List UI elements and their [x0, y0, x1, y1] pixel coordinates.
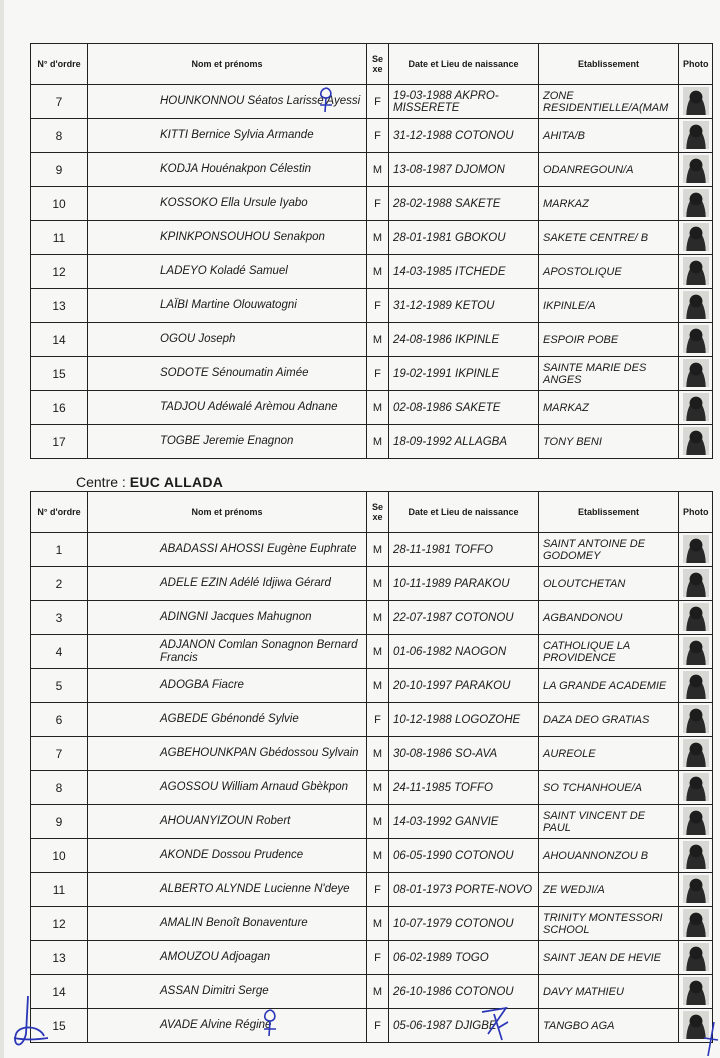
candidate-sex: F: [367, 289, 389, 323]
candidate-sex: F: [367, 703, 389, 737]
candidates-table-1: [30, 43, 713, 459]
candidate-school: CATHOLIQUE LA PROVIDENCE: [539, 635, 679, 669]
candidate-sex: F: [367, 1009, 389, 1043]
candidate-school: LA GRANDE ACADEMIE: [539, 669, 679, 703]
candidate-name: KPINKPONSOUHOU Senakpon: [88, 221, 367, 255]
candidate-photo: [679, 771, 713, 805]
candidate-photo: [679, 425, 713, 459]
candidate-sex: M: [367, 567, 389, 601]
candidate-school: SAINT VINCENT DE PAUL: [539, 805, 679, 839]
table-row: [31, 805, 713, 839]
birth-date-place: 14-03-1992 GANVIE: [389, 805, 539, 839]
portrait-photo-icon: [683, 603, 709, 631]
candidate-photo: [679, 669, 713, 703]
table-row: [31, 289, 713, 323]
row-number: 4: [31, 635, 88, 669]
candidate-photo: [679, 873, 713, 907]
candidate-sex: M: [367, 907, 389, 941]
row-number: 15: [31, 1009, 88, 1043]
table-header-row: [31, 44, 713, 85]
candidate-photo: [679, 119, 713, 153]
table-row: [31, 425, 713, 459]
birth-date-place: 13-08-1987 DJOMON: [389, 153, 539, 187]
header-num: N° d'ordre: [31, 44, 88, 85]
header-name: Nom et prénoms: [88, 492, 367, 533]
candidate-photo: [679, 1009, 713, 1043]
birth-date-place: 26-10-1986 COTONOU: [389, 975, 539, 1009]
candidate-photo: [679, 221, 713, 255]
portrait-photo-icon: [683, 671, 709, 699]
candidate-sex: M: [367, 391, 389, 425]
header-sex: Se xe: [367, 44, 389, 85]
candidate-name: ASSAN Dimitri Serge: [88, 975, 367, 1009]
header-birth: Date et Lieu de naissance: [389, 44, 539, 85]
portrait-photo-icon: [683, 875, 709, 903]
table-row: [31, 357, 713, 391]
candidate-photo: [679, 703, 713, 737]
candidate-photo: [679, 153, 713, 187]
candidate-name: AVADE Alvine Régine: [88, 1009, 367, 1043]
table-row: [31, 703, 713, 737]
row-number: 16: [31, 391, 88, 425]
row-number: 12: [31, 255, 88, 289]
table-row: [31, 975, 713, 1009]
portrait-photo-icon: [683, 257, 709, 285]
candidate-photo: [679, 805, 713, 839]
candidate-name: AGOSSOU William Arnaud Gbèkpon: [88, 771, 367, 805]
row-number: 8: [31, 771, 88, 805]
table-header-row: [31, 492, 713, 533]
row-number: 11: [31, 221, 88, 255]
candidate-sex: M: [367, 839, 389, 873]
row-number: 7: [31, 85, 88, 119]
portrait-photo-icon: [683, 325, 709, 353]
candidate-school: ZONE RESIDENTIELLE/A(MAM: [539, 85, 679, 119]
candidate-name: AHOUANYIZOUN Robert: [88, 805, 367, 839]
candidate-photo: [679, 85, 713, 119]
candidate-name: KITTI Bernice Sylvia Armande: [88, 119, 367, 153]
candidate-photo: [679, 839, 713, 873]
table-row: [31, 119, 713, 153]
candidate-photo: [679, 975, 713, 1009]
candidate-name: AMOUZOU Adjoagan: [88, 941, 367, 975]
table-row: [31, 907, 713, 941]
candidates-table-1-wrapper: [30, 43, 712, 459]
birth-date-place: 20-10-1997 PARAKOU: [389, 669, 539, 703]
centre-label: Centre :: [76, 474, 126, 490]
birth-date-place: 19-03-1988 AKPRO-MISSERETE: [389, 85, 539, 119]
birth-date-place: 19-02-1991 IKPINLE: [389, 357, 539, 391]
row-number: 2: [31, 567, 88, 601]
candidate-sex: M: [367, 771, 389, 805]
candidate-photo: [679, 391, 713, 425]
candidate-school: ESPOIR POBE: [539, 323, 679, 357]
header-name: Nom et prénoms: [88, 44, 367, 85]
candidate-sex: F: [367, 85, 389, 119]
candidate-photo: [679, 357, 713, 391]
row-number: 14: [31, 975, 88, 1009]
candidate-school: MARKAZ: [539, 391, 679, 425]
centre-name: EUC ALLADA: [129, 474, 224, 490]
candidate-sex: M: [367, 635, 389, 669]
birth-date-place: 06-05-1990 COTONOU: [389, 839, 539, 873]
portrait-photo-icon: [683, 807, 709, 835]
portrait-photo-icon: [683, 943, 709, 971]
portrait-photo-icon: [683, 189, 709, 217]
birth-date-place: 10-07-1979 COTONOU: [389, 907, 539, 941]
table-row: [31, 839, 713, 873]
birth-date-place: 05-06-1987 DJIGBE: [389, 1009, 539, 1043]
header-photo: Photo: [679, 492, 713, 533]
birth-date-place: 28-11-1981 TOFFO: [389, 533, 539, 567]
candidate-school: DAZA DEO GRATIAS: [539, 703, 679, 737]
candidate-name: KOSSOKO Ella Ursule Iyabo: [88, 187, 367, 221]
candidate-name: TADJOU Adéwalé Arèmou Adnane: [88, 391, 367, 425]
birth-date-place: 18-09-1992 ALLAGBA: [389, 425, 539, 459]
candidate-photo: [679, 533, 713, 567]
candidate-photo: [679, 941, 713, 975]
candidate-school: SAINT ANTOINE DE GODOMEY: [539, 533, 679, 567]
candidate-school: TANGBO AGA: [539, 1009, 679, 1043]
candidate-name: LAÏBI Martine Olouwatogni: [88, 289, 367, 323]
candidate-sex: M: [367, 533, 389, 567]
table-row: [31, 221, 713, 255]
portrait-photo-icon: [683, 739, 709, 767]
candidate-sex: M: [367, 221, 389, 255]
table-row: [31, 85, 713, 119]
candidate-sex: F: [367, 119, 389, 153]
birth-date-place: 10-12-1988 LOGOZOHE: [389, 703, 539, 737]
candidate-sex: M: [367, 425, 389, 459]
row-number: 3: [31, 601, 88, 635]
birth-date-place: 06-02-1989 TOGO: [389, 941, 539, 975]
table-row: [31, 1009, 713, 1043]
candidate-school: SAKETE CENTRE/ B: [539, 221, 679, 255]
candidate-school: AHOUANNONZOU B: [539, 839, 679, 873]
centre-heading: [76, 474, 223, 490]
candidate-name: AGBEDE Gbénondé Sylvie: [88, 703, 367, 737]
row-number: 9: [31, 153, 88, 187]
portrait-photo-icon: [683, 569, 709, 597]
row-number: 8: [31, 119, 88, 153]
table-row: [31, 533, 713, 567]
portrait-photo-icon: [683, 359, 709, 387]
candidate-sex: F: [367, 873, 389, 907]
candidate-school: SAINTE MARIE DES ANGES: [539, 357, 679, 391]
portrait-photo-icon: [683, 393, 709, 421]
candidate-name: OGOU Joseph: [88, 323, 367, 357]
row-number: 6: [31, 703, 88, 737]
page-edge-left: [0, 0, 4, 1058]
birth-date-place: 02-08-1986 SAKETE: [389, 391, 539, 425]
candidate-sex: M: [367, 805, 389, 839]
birth-date-place: 31-12-1989 KETOU: [389, 289, 539, 323]
birth-date-place: 28-01-1981 GBOKOU: [389, 221, 539, 255]
candidate-sex: M: [367, 323, 389, 357]
table-row: [31, 771, 713, 805]
candidate-sex: M: [367, 737, 389, 771]
candidate-sex: F: [367, 941, 389, 975]
candidate-school: DAVY MATHIEU: [539, 975, 679, 1009]
portrait-photo-icon: [683, 977, 709, 1005]
row-number: 1: [31, 533, 88, 567]
candidates-table-2: [30, 491, 713, 1043]
row-number: 17: [31, 425, 88, 459]
portrait-photo-icon: [683, 535, 709, 563]
table-row: [31, 187, 713, 221]
candidate-name: ADELE EZIN Adélé Idjiwa Gérard: [88, 567, 367, 601]
header-school: Etablissement: [539, 44, 679, 85]
header-school: Etablissement: [539, 492, 679, 533]
candidate-name: KODJA Houénakpon Célestin: [88, 153, 367, 187]
table-row: [31, 391, 713, 425]
table-row: [31, 941, 713, 975]
candidate-sex: M: [367, 669, 389, 703]
portrait-photo-icon: [683, 155, 709, 183]
candidate-school: TONY BENI: [539, 425, 679, 459]
row-number: 7: [31, 737, 88, 771]
candidate-photo: [679, 567, 713, 601]
row-number: 14: [31, 323, 88, 357]
header-birth: Date et Lieu de naissance: [389, 492, 539, 533]
birth-date-place: 10-11-1989 PARAKOU: [389, 567, 539, 601]
candidate-name: ADJANON Comlan Sonagnon Bernard Francis: [88, 635, 367, 669]
candidates-table-2-wrapper: [30, 491, 712, 1043]
candidate-name: AGBEHOUNKPAN Gbédossou Sylvain: [88, 737, 367, 771]
row-number: 5: [31, 669, 88, 703]
candidate-name: ADOGBA Fiacre: [88, 669, 367, 703]
table-row: [31, 153, 713, 187]
portrait-photo-icon: [683, 223, 709, 251]
candidate-school: AHITA/B: [539, 119, 679, 153]
birth-date-place: 22-07-1987 COTONOU: [389, 601, 539, 635]
table-row: [31, 737, 713, 771]
portrait-photo-icon: [683, 773, 709, 801]
candidate-school: SAINT JEAN DE HEVIE: [539, 941, 679, 975]
candidate-school: AUREOLE: [539, 737, 679, 771]
birth-date-place: 01-06-1982 NAOGON: [389, 635, 539, 669]
portrait-photo-icon: [683, 1011, 709, 1039]
table-row: [31, 873, 713, 907]
candidate-name: AMALIN Benoît Bonaventure: [88, 907, 367, 941]
candidate-name: ABADASSI AHOSSI Eugène Euphrate: [88, 533, 367, 567]
portrait-photo-icon: [683, 291, 709, 319]
table-row: [31, 601, 713, 635]
portrait-photo-icon: [683, 637, 709, 665]
candidate-name: HOUNKONNOU Séatos Larisse Ayessi: [88, 85, 367, 119]
candidate-school: APOSTOLIQUE: [539, 255, 679, 289]
candidate-photo: [679, 255, 713, 289]
candidate-sex: M: [367, 153, 389, 187]
birth-date-place: 08-01-1973 PORTE-NOVO: [389, 873, 539, 907]
candidate-sex: M: [367, 975, 389, 1009]
candidate-school: TRINITY MONTESSORI SCHOOL: [539, 907, 679, 941]
candidate-name: ALBERTO ALYNDE Lucienne N'deye: [88, 873, 367, 907]
candidate-photo: [679, 737, 713, 771]
table-row: [31, 323, 713, 357]
candidate-sex: F: [367, 187, 389, 221]
birth-date-place: 31-12-1988 COTONOU: [389, 119, 539, 153]
candidate-sex: M: [367, 601, 389, 635]
candidate-school: ZE WEDJI/A: [539, 873, 679, 907]
candidate-school: MARKAZ: [539, 187, 679, 221]
header-num: N° d'ordre: [31, 492, 88, 533]
table-row: [31, 669, 713, 703]
row-number: 12: [31, 907, 88, 941]
header-sex: Se xe: [367, 492, 389, 533]
portrait-photo-icon: [683, 705, 709, 733]
portrait-photo-icon: [683, 87, 709, 115]
candidate-name: TOGBE Jeremie Enagnon: [88, 425, 367, 459]
birth-date-place: 24-08-1986 IKPINLE: [389, 323, 539, 357]
birth-date-place: 24-11-1985 TOFFO: [389, 771, 539, 805]
candidate-photo: [679, 289, 713, 323]
row-number: 13: [31, 289, 88, 323]
row-number: 10: [31, 839, 88, 873]
portrait-photo-icon: [683, 909, 709, 937]
candidate-school: AGBANDONOU: [539, 601, 679, 635]
row-number: 11: [31, 873, 88, 907]
header-photo: Photo: [679, 44, 713, 85]
row-number: 15: [31, 357, 88, 391]
candidate-photo: [679, 907, 713, 941]
portrait-photo-icon: [683, 427, 709, 455]
candidate-name: LADEYO Koladé Samuel: [88, 255, 367, 289]
row-number: 9: [31, 805, 88, 839]
row-number: 10: [31, 187, 88, 221]
candidate-school: ODANREGOUN/A: [539, 153, 679, 187]
candidate-photo: [679, 187, 713, 221]
table-row: [31, 567, 713, 601]
candidate-name: SODOTE Sénoumatin Aimée: [88, 357, 367, 391]
portrait-photo-icon: [683, 121, 709, 149]
candidate-school: IKPINLE/A: [539, 289, 679, 323]
portrait-photo-icon: [683, 841, 709, 869]
table-row: [31, 635, 713, 669]
candidate-photo: [679, 601, 713, 635]
candidate-name: ADINGNI Jacques Mahugnon: [88, 601, 367, 635]
row-number: 13: [31, 941, 88, 975]
birth-date-place: 30-08-1986 SO-AVA: [389, 737, 539, 771]
candidate-school: SO TCHANHOUE/A: [539, 771, 679, 805]
candidate-sex: F: [367, 357, 389, 391]
candidate-sex: M: [367, 255, 389, 289]
birth-date-place: 14-03-1985 ITCHEDE: [389, 255, 539, 289]
table-row: [31, 255, 713, 289]
candidate-name: AKONDE Dossou Prudence: [88, 839, 367, 873]
candidate-photo: [679, 635, 713, 669]
candidate-school: OLOUTCHETAN: [539, 567, 679, 601]
birth-date-place: 28-02-1988 SAKETE: [389, 187, 539, 221]
candidate-photo: [679, 323, 713, 357]
